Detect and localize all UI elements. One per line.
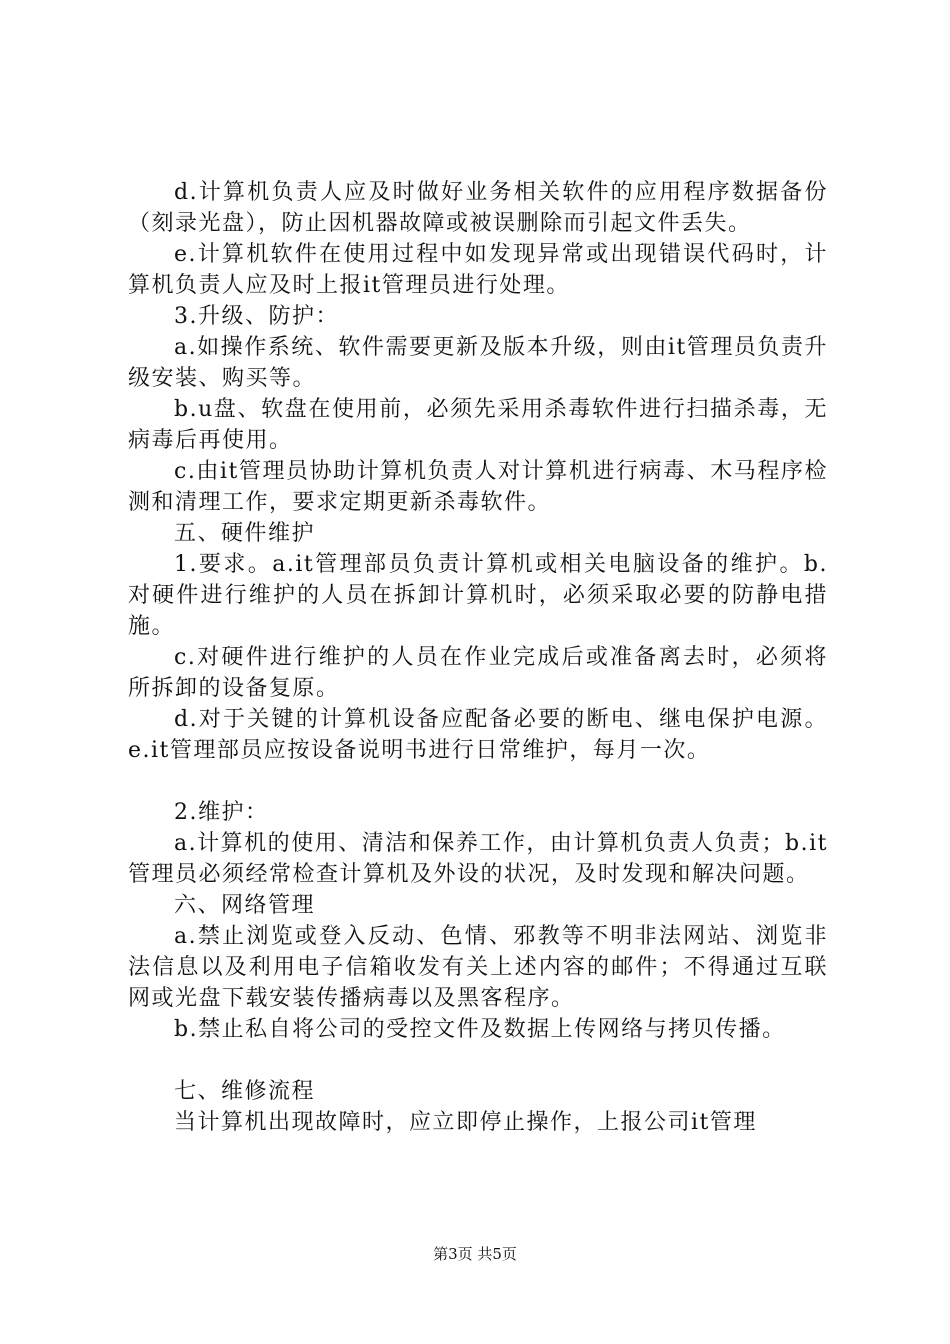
paragraph-backup: d.计算机负责人应及时做好业务相关软件的应用程序数据备份（刻录光盘），防止因机器故障或被误删除而引起文件丢失。 — [128, 180, 828, 236]
paragraph-usb-scan: b.u盘、软盘在使用前，必须先采用杀毒软件进行扫描杀毒，无病毒后再使用。 — [128, 397, 828, 453]
heading-network-management: 六、网络管理 — [174, 893, 316, 918]
paragraph-prohibited-upload: b.禁止私自将公司的受控文件及数据上传网络与拷贝传播。 — [174, 1017, 786, 1042]
paragraph-virus-check: c.由it管理员协助计算机负责人对计算机进行病毒、木马程序检测和清理工作，要求定期更新杀毒软件。 — [128, 459, 828, 515]
paragraph-gap — [128, 1045, 828, 1076]
paragraph-prohibited-browsing: a.禁止浏览或登入反动、色情、邪教等不明非法网站、浏览非法信息以及利用电子信箱收发有关上述内容的邮件；不得通过互联网或光盘下载安装传播病毒以及黑客程序。 — [128, 924, 828, 1011]
page-number: 第3页 共5页 — [433, 1245, 517, 1263]
paragraph-upgrade: a.如操作系统、软件需要更新及版本升级，则由it管理员负责升级安装、购买等。 — [128, 335, 828, 391]
document-body — [128, 177, 828, 1138]
heading-hardware-maintenance: 五、硬件维护 — [174, 521, 316, 546]
paragraph-restore-equipment: c.对硬件进行维护的人员在作业完成后或准备离去时，必须将所拆卸的设备复原。 — [128, 645, 828, 701]
paragraph-requirements: 1.要求。a.it管理部员负责计算机或相关电脑设备的维护。b.对硬件进行维护的人员在拆卸计算机时，必须采取必要的防静电措施。 — [128, 552, 828, 639]
paragraph-gap — [128, 766, 828, 797]
heading-maintenance: 2.维护： — [174, 800, 269, 825]
paragraph-cleaning: a.计算机的使用、清洁和保养工作，由计算机负责人负责；b.it管理员必须经常检查计算机及外设的状况，及时发现和解决问题。 — [128, 831, 828, 887]
paragraph-error-report: e.计算机软件在使用过程中如发现异常或出现错误代码时，计算机负责人应及时上报it管理员进行处理。 — [128, 242, 828, 298]
paragraph-repair-step: 当计算机出现故障时，应立即停止操作，上报公司it管理 — [174, 1110, 757, 1135]
heading-upgrade-protection: 3.升级、防护： — [174, 304, 339, 329]
paragraph-power-protection: d.对于关键的计算机设备应配备必要的断电、继电保护电源。e.it管理部员应按设备说明书进行日常维护，每月一次。 — [128, 707, 828, 763]
heading-repair-process: 七、维修流程 — [174, 1079, 316, 1104]
